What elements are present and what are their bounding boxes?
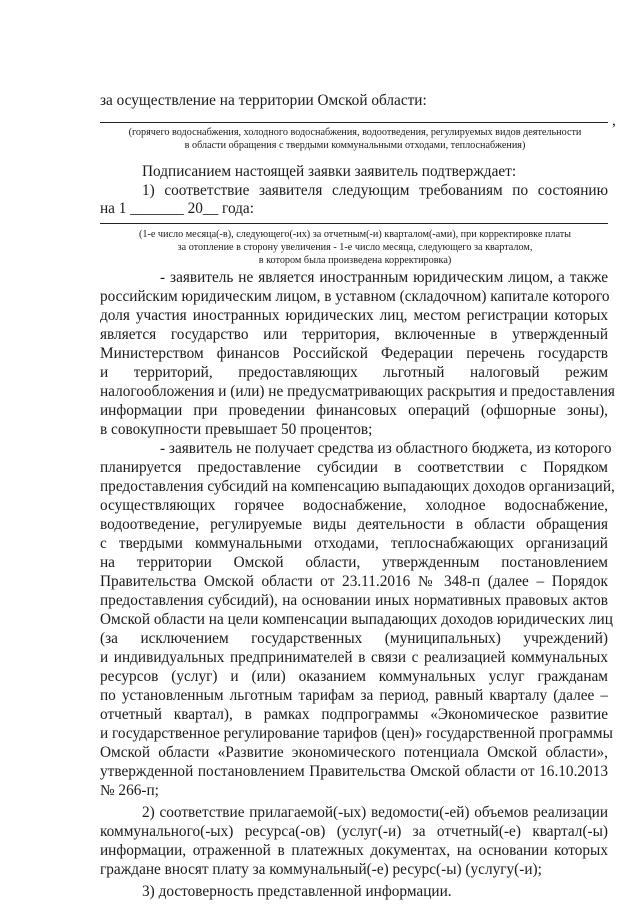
intro-line: за осуществление на территории Омской области: — [100, 92, 427, 109]
paragraph-line: 2) соответствие прилагаемой(-ых) ведомости(-ей) объемов реализации — [142, 804, 608, 821]
paragraph-line: по установленным льготным тарифам за период, равный кварталу (далее – — [100, 687, 608, 704]
paragraph-line: ресурсов (услуг) и (или) оказанием коммунальных услуг гражданам — [100, 668, 608, 685]
paragraph-line: и индивидуальных предпринимателей в связи с реализацией коммунальных — [100, 649, 608, 666]
paragraph-line: - заявитель не получает средства из областного бюджета, из которого — [160, 440, 612, 457]
paragraph-line: № 266-п; — [100, 782, 159, 799]
paragraph-line: в совокупности превышает 50 процентов; — [100, 421, 373, 438]
paragraph-line: коммунального(-ых) ресурса(-ов) (услуг(-и) за отчетный(-е) квартал(-ы) — [100, 823, 608, 840]
paragraph-line: (за исключением государственных (муниципальных) учреждений) — [100, 630, 608, 647]
paragraph-line: планируется предоставление субсидии в соответствии с Порядком — [100, 459, 608, 476]
paragraph-line: предоставления субсидий), на основании иных нормативных правовых актов — [100, 592, 608, 609]
paragraph-line: - заявитель не является иностранным юридическим лицом, а также — [160, 269, 608, 286]
paragraph-line: информации при проведении финансовых операций (офшорные зоны), — [100, 402, 608, 419]
paragraph-line: на территории Омской области, утвержденным постановлением — [100, 554, 608, 571]
paragraph-line: российским юридическим лицом, в уставном (складочном) капитале которого — [100, 288, 610, 305]
item-3-line: 3) достоверность представленной информации. — [142, 883, 452, 900]
paragraph-line: предоставления субсидий на компенсацию выпадающих доходов организаций, — [100, 478, 615, 495]
paragraph-line: и территорий, предоставляющих льготный налоговый режим — [100, 364, 608, 381]
footnote-line: (горячего водоснабжения, холодного водоснабжения, водоотведения, регулируемых видов деятельности — [128, 127, 582, 138]
paragraph-line: является государство или территория, включенные в утвержденный — [100, 326, 608, 343]
paragraph-line: с твердыми коммунальными отходами, теплоснабжающих организаций — [100, 535, 608, 552]
paragraph-line: осуществляющих горячее водоснабжение, холодное водоснабжение, — [100, 497, 608, 514]
paragraph-line: Правительства Омской области от 23.11.2016 № 348-п (далее – Порядок — [100, 573, 608, 590]
paragraph-line: информации, отраженной в платежных документах, на основании которых — [100, 842, 608, 859]
footnote-line: в области обращения с твердыми коммунальными отходами, теплоснабжения) — [184, 140, 526, 151]
trailing-comma: , — [612, 112, 616, 129]
paragraph-line: Министерством финансов Российской Федерации перечень государств — [100, 345, 608, 362]
paragraph-line: граждане вносят плату за коммунальный(-е) ресурс(-ы) (услугу(-и); — [100, 861, 542, 878]
footnote-line: в котором была произведена корректировка) — [258, 255, 452, 266]
paragraph-line: отчетный квартал), в рамках подпрограммы «Экономическое развитие — [100, 706, 608, 723]
footnote-line: за отопление в сторону увеличения - 1-е число месяца, следующего за кварталом, — [177, 242, 533, 253]
paragraph-line: утвержденной постановлением Правительства Омской области от 16.10.2013 — [100, 763, 608, 780]
paragraph-line: Омской области «Развитие экономического потенциала Омской области», — [100, 744, 608, 761]
paragraph-line: и государственное регулирование тарифов (цен)» государственной программы — [100, 725, 613, 742]
item-1-date-line: на 1 _______ 20__ года: — [100, 200, 254, 217]
signature-heading: Подписанием настоящей заявки заявитель подтверждает: — [142, 163, 517, 180]
fill-in-rule-2 — [100, 223, 608, 224]
item-1-line: 1) соответствие заявителя следующим требованиям по состоянию — [142, 182, 608, 199]
paragraph-line: Омской области на цели компенсации выпадающих доходов юридических лиц — [100, 611, 613, 628]
paragraph-line: налогообложения и (или) не предусматривающих раскрытия и предоставления — [100, 383, 615, 400]
fill-in-rule-1 — [100, 122, 608, 123]
footnote-line: (1-е число месяца(-в), следующего(-их) за отчетным(-и) кварталом(-ами), при корректировке платы — [138, 229, 572, 240]
paragraph-line: доля участия иностранных юридических лиц, местом регистрации которых — [100, 307, 608, 324]
paragraph-line: водоотведение, регулируемые виды деятельности в области обращения — [100, 516, 608, 533]
